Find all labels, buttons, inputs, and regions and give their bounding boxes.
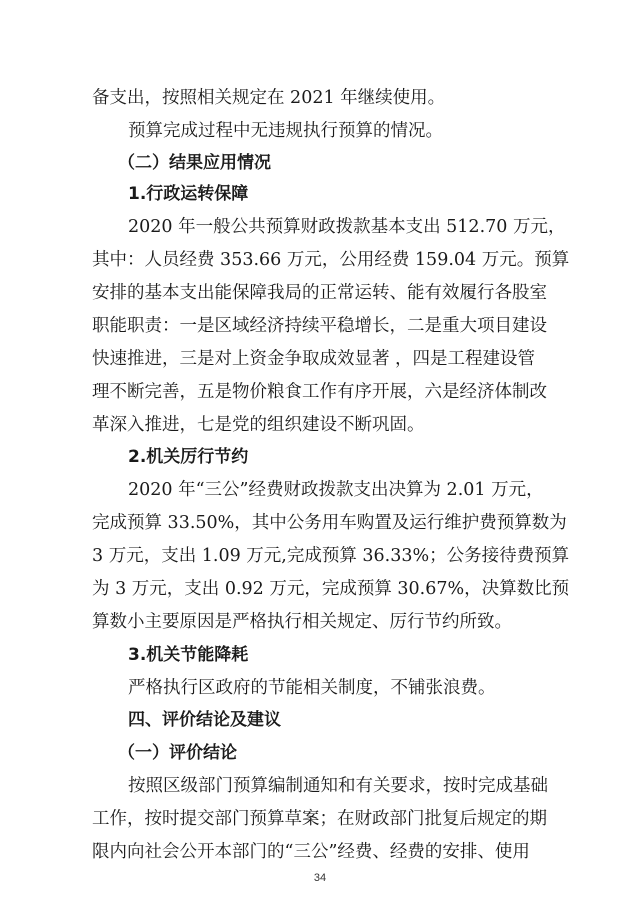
- paragraph-line: 2020 年一般公共预算财政拨款基本支出 512.70 万元，: [128, 217, 566, 237]
- paragraph-line: 其中：人员经费 353.66 万元，公用经费 159.04 万元。预算: [92, 250, 570, 270]
- subsection-heading: 2.机关厉行节约: [128, 447, 249, 467]
- paragraph-line: 算数小主要原因是严格执行相关规定、厉行节约所致。: [92, 612, 512, 632]
- paragraph-line: 革深入推进，七是党的组织建设不断巩固。: [92, 415, 425, 435]
- paragraph-line: 为 3 万元，支出 0.92 万元，完成预算 30.67%，决算数比预: [92, 579, 570, 599]
- subsection-heading: 3.机关节能降耗: [128, 645, 249, 665]
- paragraph-line: 快速推进，三是对上资金争取成效显著 ，四是工程建设管: [92, 349, 536, 369]
- paragraph-line: 2020 年“三公”经费财政拨款支出决算为 2.01 万元，: [128, 480, 544, 500]
- paragraph-line: 限内向社会公开本部门的“三公”经费、经费的安排、使用: [92, 842, 530, 862]
- paragraph-line: 完成预算 33.50%，其中公务用车购置及运行维护费预算数为: [92, 513, 567, 533]
- page-number: 34: [313, 872, 327, 884]
- paragraph-line: 3 万元，支出 1.09 万元,完成预算 36.33%；公务接待费预算: [92, 546, 570, 566]
- section-heading: （一）评价结论: [118, 743, 237, 763]
- paragraph-line: 严格执行区政府的节能相关制度，不铺张浪费。: [128, 678, 496, 698]
- chapter-heading: 四、评价结论及建议: [128, 710, 281, 730]
- paragraph-line: 预算完成过程中无违规执行预算的情况。: [128, 121, 443, 141]
- paragraph-line: 安排的基本支出能保障我局的正常运转、能有效履行各股室: [92, 283, 547, 303]
- paragraph-line: 备支出，按照相关规定在 2021 年继续使用。: [92, 88, 446, 108]
- subsection-heading: 1.行政运转保障: [128, 184, 249, 204]
- paragraph-line: 工作，按时提交部门预算草案；在财政部门批复后规定的期: [92, 809, 547, 829]
- section-heading: （二）结果应用情况: [118, 153, 271, 173]
- paragraph-line: 理不断完善，五是物价粮食工作有序开展，六是经济体制改: [92, 382, 547, 402]
- paragraph-line: 职能职责：一是区域经济持续平稳增长，二是重大项目建设: [92, 316, 547, 336]
- paragraph-line: 按照区级部门预算编制通知和有关要求，按时完成基础: [128, 776, 548, 796]
